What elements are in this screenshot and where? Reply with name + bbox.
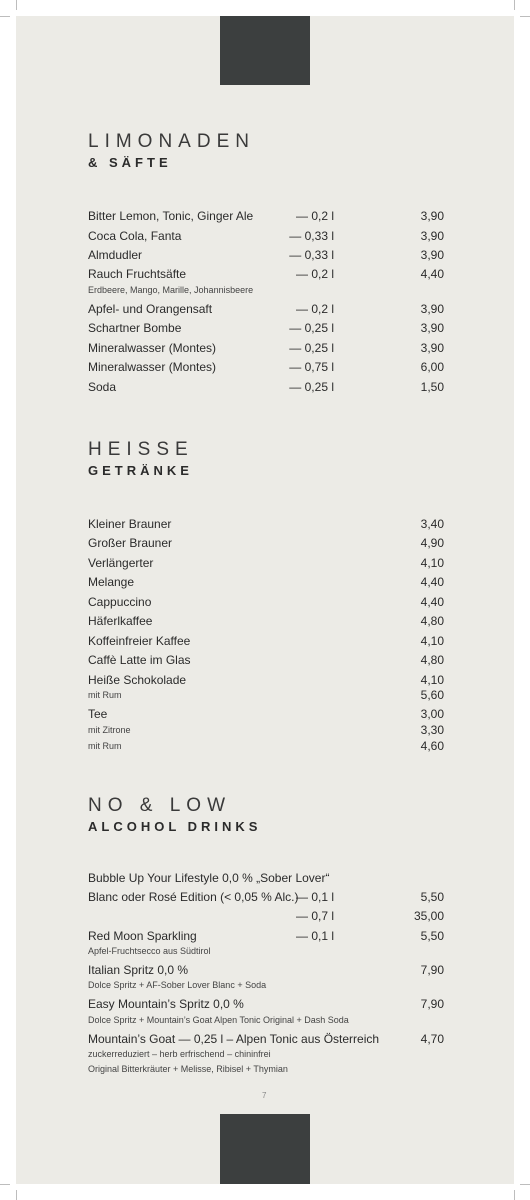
section-title-heisse: HEISSE xyxy=(88,439,194,460)
menu-item: Soda — 0,25 l 1,50 xyxy=(88,380,444,394)
menu-item: Easy Mountain’s Spritz 0,0 % 7,90 xyxy=(88,997,444,1011)
page-number: 7 xyxy=(262,1091,267,1100)
menu-item: Caffè Latte im Glas 4,80 xyxy=(88,653,444,667)
item-note: Erdbeere, Mango, Marille, Johannisbeere xyxy=(88,285,254,295)
menu-item: Blanc oder Rosé Edition (< 0,05 % Alc.) — 0,1 l 5,50 xyxy=(88,890,444,904)
item-note: Original Bitterkräuter + Melisse, Ribisel + Thymian xyxy=(88,1064,288,1074)
menu-item: Großer Brauner 4,90 xyxy=(88,536,444,550)
menu-item: Red Moon Sparkling — 0,1 l 5,50 xyxy=(88,929,444,943)
menu-item: Italian Spritz 0,0 % 7,90 xyxy=(88,963,444,977)
menu-item: Mountain’s Goat — 0,25 l – Alpen Tonic aus Österreich 4,70 xyxy=(88,1032,444,1046)
item-sub-price: 5,60 xyxy=(420,688,444,702)
item-sub-label: mit Rum xyxy=(88,741,122,751)
menu-item: Almdudler — 0,33 l 3,90 xyxy=(88,248,444,262)
menu-item: Cappuccino 4,40 xyxy=(88,595,444,609)
menu-item: Tee 3,00 xyxy=(88,707,444,721)
menu-item: Heiße Schokolade 4,10 xyxy=(88,673,444,687)
menu-item: Coca Cola, Fanta — 0,33 l 3,90 xyxy=(88,229,444,243)
menu-item: Rauch Fruchtsäfte — 0,2 l 4,40 xyxy=(88,267,444,281)
menu-item: Mineralwasser (Montes) — 0,25 l 3,90 xyxy=(88,341,444,355)
section-title-limonaden: LIMONADEN xyxy=(88,131,255,152)
item-sub-price: 3,30 xyxy=(420,723,444,737)
menu-item: — 0,7 l 35,00 xyxy=(295,909,444,923)
menu-item: Schartner Bombe — 0,25 l 3,90 xyxy=(88,321,444,335)
item-sub-label: mit Rum xyxy=(88,690,122,700)
menu-item: Koffeinfreier Kaffee 4,10 xyxy=(88,634,444,648)
menu-item: Verlängerter 4,10 xyxy=(88,556,444,570)
menu-item: Apfel- und Orangensaft — 0,2 l 3,90 xyxy=(88,302,444,316)
item-note: Apfel-Fruchtsecco aus Südtirol xyxy=(88,946,211,956)
menu-item: Bitter Lemon, Tonic, Ginger Ale — 0,2 l 3,90 xyxy=(88,209,444,223)
menu-item: Häferlkaffee 4,80 xyxy=(88,614,444,628)
section-subtitle-saefte: & SÄFTE xyxy=(88,155,172,170)
menu-item: Kleiner Brauner 3,40 xyxy=(88,517,444,531)
menu-item: Mineralwasser (Montes) — 0,75 l 6,00 xyxy=(88,360,444,374)
top-tab-decoration xyxy=(220,16,310,85)
item-sub-label: mit Zitrone xyxy=(88,725,131,735)
section-subtitle-alcohol-drinks: ALCOHOL DRINKS xyxy=(88,819,262,834)
item-note: zuckerreduziert – herb erfrischend – chininfrei xyxy=(88,1049,271,1059)
item-note: Dolce Spritz + Mountain’s Goat Alpen Tonic Original + Dash Soda xyxy=(88,1015,349,1025)
item-note: Dolce Spritz + AF-Sober Lover Blanc + Soda xyxy=(88,980,267,990)
bottom-tab-decoration xyxy=(220,1114,310,1184)
menu-item: Melange 4,40 xyxy=(88,575,444,589)
section-title-no-low: NO & LOW xyxy=(88,795,232,816)
section-subtitle-getraenke: GETRÄNKE xyxy=(88,463,193,478)
item-sub-price: 4,60 xyxy=(420,739,444,753)
menu-item-heading: Bubble Up Your Lifestyle 0,0 % „Sober Lover“ xyxy=(88,871,330,885)
